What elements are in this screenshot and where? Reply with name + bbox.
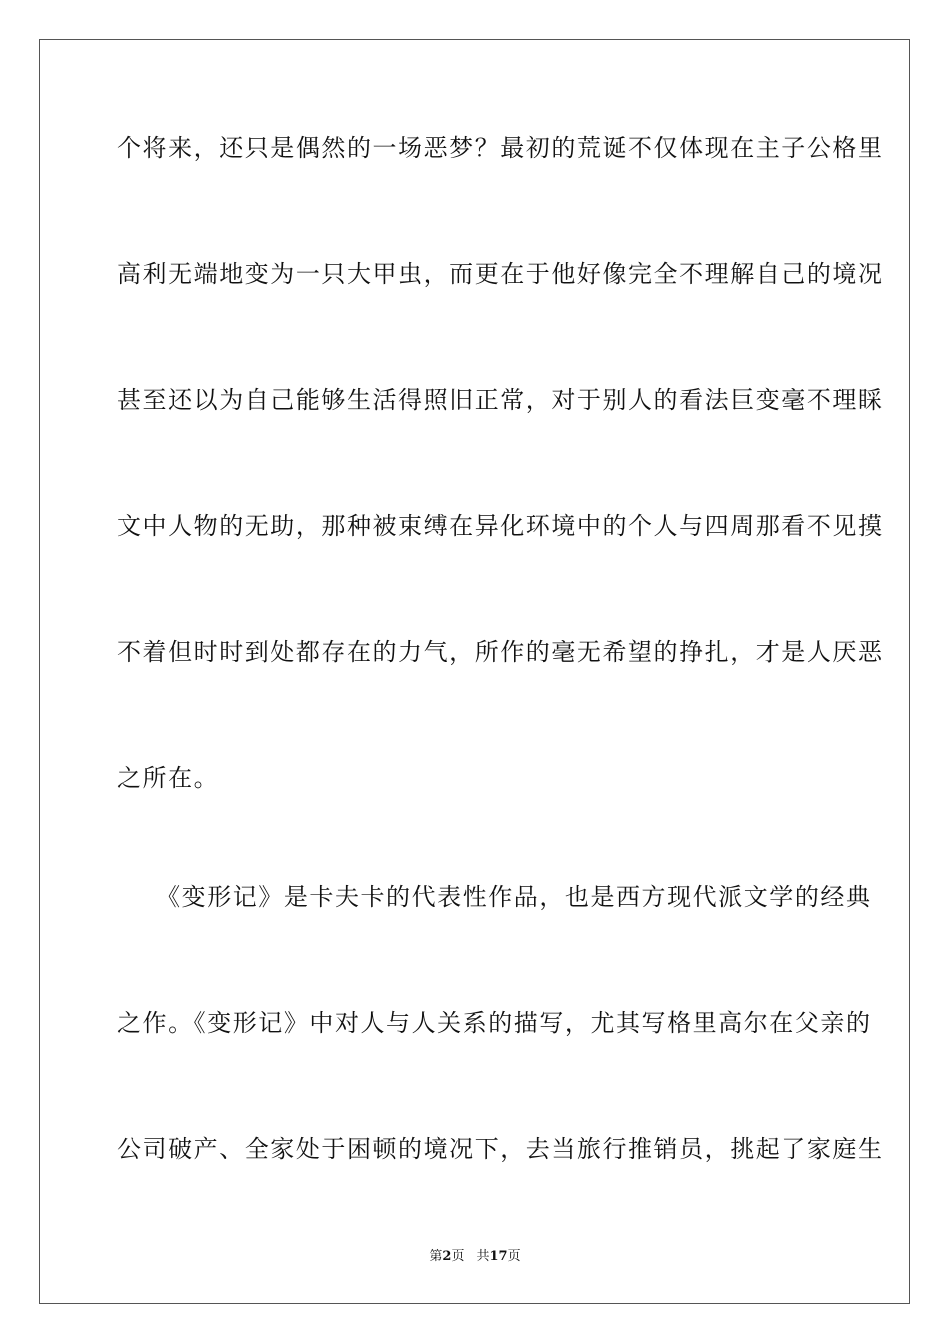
total-prefix: 共	[476, 1249, 490, 1264]
total-page-count: 17	[489, 1249, 508, 1264]
body-text-line: 公司破产、全家处于困顿的境况下，去当旅行推销员，挑起了家庭生	[117, 1135, 884, 1163]
page-border	[39, 39, 910, 1304]
page-suffix: 页	[451, 1249, 465, 1264]
current-page-number: 2	[442, 1249, 452, 1264]
body-text-line: 之作。《变形记》中对人与人关系的描写，尤其写格里高尔在父亲的	[117, 1009, 872, 1037]
body-text-line: 高利无端地变为一只大甲虫，而更在于他好像完全不理解自己的境况	[117, 260, 884, 288]
body-text-line: 《变形记》是卡夫卡的代表性作品，也是西方现代派文学的经典	[117, 883, 872, 911]
body-text-line: 不着但时时到处都存在的力气，所作的毫无希望的挣扎，才是人厌恶	[117, 638, 884, 666]
total-suffix: 页	[507, 1249, 521, 1264]
body-text-line: 之所在。	[117, 764, 220, 792]
page-prefix: 第	[429, 1249, 443, 1264]
page-footer	[0, 1248, 950, 1266]
body-text-line: 甚至还以为自己能够生活得照旧正常，对于别人的看法巨变毫不理睬	[117, 386, 884, 414]
body-text-line: 个将来，还只是偶然的一场恶梦？最初的荒诞不仅体现在主子公格里	[117, 134, 884, 162]
body-text-line: 文中人物的无助，那种被束缚在异化环境中的个人与四周那看不见摸	[117, 512, 884, 540]
